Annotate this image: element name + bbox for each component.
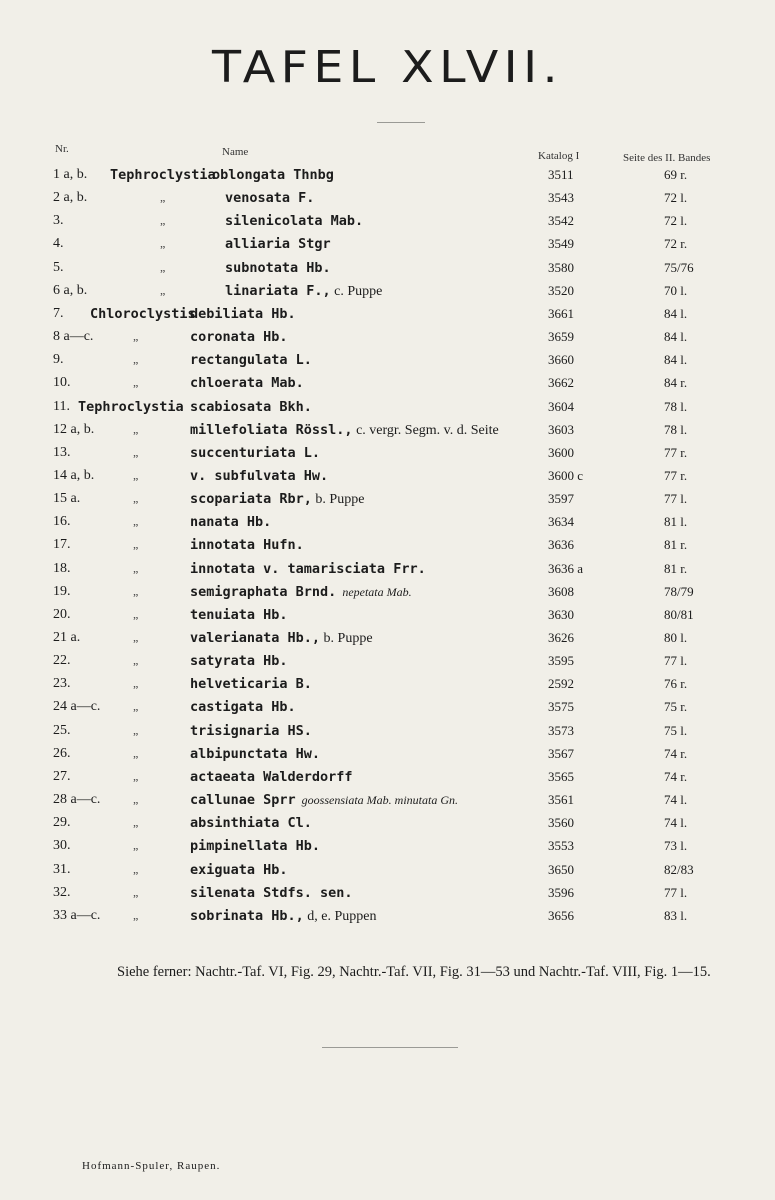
table-row: [0, 792, 775, 814]
column-header-katalog: Katalog I: [538, 150, 580, 162]
species-name: [190, 746, 320, 762]
katalog-number: 3580: [548, 259, 574, 275]
table-row: [0, 213, 775, 235]
species-label: succenturiata L.: [190, 444, 321, 461]
species-label: pimpinellata Hb.: [190, 838, 321, 855]
katalog-number: 3549: [548, 236, 574, 252]
species-label: tenuiata Hb.: [190, 606, 288, 623]
species-label: innotata v. tamarisciata Frr.: [190, 560, 426, 577]
katalog-number: 3662: [548, 375, 574, 391]
species-label: chloerata Mab.: [190, 375, 304, 392]
page-reference: 72 l.: [664, 190, 688, 206]
species-name: [190, 375, 304, 391]
species-name: [190, 329, 288, 345]
species-label: subnotata Hb.: [225, 259, 331, 276]
figure-number: 23.: [53, 676, 71, 692]
column-header-seite: Seite des II. Bandes: [623, 152, 711, 164]
ditto-mark: „: [133, 676, 139, 691]
page-reference: 84 l.: [664, 305, 688, 321]
figure-number: 7.: [53, 305, 64, 321]
page-reference: 83 l.: [664, 907, 688, 923]
species-name: [190, 699, 296, 715]
page-reference: 72 l.: [664, 213, 688, 229]
ditto-mark: „: [133, 815, 139, 830]
species-label: coronata Hb.: [190, 329, 288, 346]
figure-number: 6 a, b.: [53, 282, 88, 298]
species-label: v. subfulvata Hw.: [190, 467, 329, 484]
page-reference: 77 l.: [664, 491, 688, 507]
species-label: valerianata Hb.,: [190, 630, 321, 646]
page-reference: 81 r.: [664, 560, 688, 576]
species-name: [190, 514, 271, 530]
species-name: [190, 422, 499, 439]
table-row: [0, 167, 775, 189]
figure-number: 12 a, b.: [53, 421, 95, 437]
figure-number: 18.: [53, 560, 71, 576]
katalog-number: 3600: [548, 444, 574, 460]
figure-number: 32.: [53, 884, 71, 900]
table-row: [0, 537, 775, 559]
figure-number: 19.: [53, 583, 71, 599]
figure-number: 20.: [53, 606, 71, 622]
ditto-mark: „: [133, 792, 139, 807]
katalog-number: 3565: [548, 768, 574, 784]
ditto-mark: „: [133, 467, 139, 482]
ditto-mark: „: [133, 491, 139, 506]
katalog-number: 3630: [548, 606, 574, 622]
species-note: c. vergr. Segm. v. d. Seite: [352, 422, 499, 438]
table-row: [0, 815, 775, 837]
species-name: [225, 283, 382, 300]
page-reference: 74 r.: [664, 745, 688, 761]
ditto-mark: „: [160, 213, 166, 228]
species-label: linariata F.,: [225, 282, 331, 299]
species-label: debiliata Hb.: [190, 305, 296, 322]
species-label: millefoliata Rössl.,: [190, 421, 353, 438]
page-reference: 72 r.: [664, 236, 688, 252]
katalog-number: 3636: [548, 537, 574, 553]
katalog-number: 3603: [548, 421, 574, 437]
ditto-mark: „: [133, 583, 139, 598]
table-row: [0, 190, 775, 212]
figure-number: 26.: [53, 745, 71, 761]
table-row: [0, 283, 775, 305]
page-reference: 78 l.: [664, 398, 688, 414]
species-label: callunae Sprr: [190, 792, 296, 809]
page-reference: 74 l.: [664, 815, 688, 831]
page-reference: 74 r.: [664, 768, 688, 784]
figure-number: 14 a, b.: [53, 467, 95, 483]
table-row: [0, 329, 775, 351]
table-row: [0, 491, 775, 513]
table-row: [0, 260, 775, 282]
page-reference: 76 r.: [664, 676, 688, 692]
species-label: sobrinata Hb.,: [190, 907, 304, 924]
ditto-mark: „: [133, 861, 139, 876]
ditto-mark: „: [133, 514, 139, 529]
species-name: [190, 561, 426, 577]
katalog-number: 3560: [548, 815, 574, 831]
ditto-mark: „: [133, 444, 139, 459]
species-label: actaeata Walderdorff: [190, 768, 353, 785]
figure-number: 27.: [53, 768, 71, 784]
katalog-number: 3604: [548, 398, 574, 414]
figure-number: 3.: [53, 213, 64, 229]
page-reference: 84 r.: [664, 375, 688, 391]
katalog-number: 3660: [548, 352, 574, 368]
species-label: silenicolata Mab.: [225, 213, 364, 230]
table-row: [0, 352, 775, 374]
species-name: [190, 769, 353, 785]
species-note: d, e. Puppen: [303, 908, 377, 924]
table-row: [0, 769, 775, 791]
species-name: [190, 908, 377, 925]
species-name: [190, 723, 312, 739]
species-label: nanata Hb.: [190, 514, 272, 531]
species-label: castigata Hb.: [190, 699, 296, 716]
figure-number: 21 a.: [53, 630, 81, 645]
title-divider: [377, 122, 425, 123]
species-label: alliaria Stgr: [225, 236, 331, 253]
katalog-number: 3520: [548, 282, 574, 298]
table-row: [0, 399, 775, 421]
species-name: [190, 885, 353, 901]
species-name: [190, 792, 458, 808]
species-name: [225, 190, 314, 206]
species-name: [190, 352, 312, 368]
katalog-number: 3636 a: [548, 560, 584, 576]
ditto-mark: „: [133, 884, 139, 899]
species-name: [190, 838, 320, 854]
katalog-number: 3626: [548, 630, 574, 645]
footer-divider: [322, 1047, 458, 1048]
page-reference: 84 l.: [664, 352, 688, 368]
species-name: [190, 676, 312, 692]
page-title: TAFEL XLVII.: [211, 42, 564, 93]
figure-number: 31.: [53, 861, 71, 877]
figure-number: 8 a—c.: [53, 329, 94, 345]
figure-number: 16.: [53, 514, 71, 530]
ditto-mark: „: [160, 259, 166, 274]
ditto-mark: „: [160, 236, 166, 251]
page-reference: 74 l.: [664, 792, 688, 808]
ditto-mark: „: [133, 907, 139, 922]
column-header-nr: Nr.: [55, 143, 69, 155]
page-reference: 77 r.: [664, 467, 688, 483]
table-row: [0, 630, 775, 652]
table-row: [0, 908, 775, 930]
katalog-number: 3650: [548, 861, 574, 877]
species-name: [190, 607, 288, 623]
species-label: satyrata Hb.: [190, 653, 288, 670]
ditto-mark: „: [133, 745, 139, 760]
ditto-mark: „: [133, 375, 139, 390]
page-reference: 75/76: [664, 259, 694, 275]
ditto-mark: „: [133, 838, 139, 853]
species-name: [190, 862, 288, 878]
table-row: [0, 885, 775, 907]
species-label: silenata Stdfs. sen.: [190, 884, 353, 901]
species-name: [190, 537, 304, 553]
ditto-mark: „: [133, 329, 139, 344]
table-row: [0, 236, 775, 258]
ditto-mark: „: [133, 722, 139, 737]
figure-number: 30.: [53, 838, 71, 854]
ditto-mark: „: [133, 699, 139, 714]
page-reference: 69 r.: [664, 167, 688, 182]
table-row: [0, 584, 775, 606]
figure-number: 4.: [53, 236, 64, 252]
figure-number: 13.: [53, 444, 71, 460]
page-reference: 84 l.: [664, 329, 688, 345]
katalog-number: 3542: [548, 213, 574, 229]
katalog-number: 3656: [548, 907, 574, 923]
table-row: [0, 375, 775, 397]
page-reference: 78 l.: [664, 421, 688, 437]
table-row: [0, 561, 775, 583]
ditto-mark: „: [160, 282, 166, 297]
species-name: [225, 260, 331, 276]
footnote: Siehe ferner: Nachtr.-Taf. VI, Fig. 29, Nachtr.-Taf. VII, Fig. 31—53 und Nachtr.-Taf. VIII, Fig. 1—15.: [117, 964, 711, 980]
species-label: absinthiata Cl.: [190, 815, 312, 832]
genus-name: Chloroclystis: [90, 305, 196, 322]
katalog-number: 3659: [548, 329, 574, 345]
table-row: [0, 468, 775, 490]
species-label: rectangulata L.: [190, 352, 312, 369]
katalog-number: 3597: [548, 491, 574, 507]
table-row: [0, 653, 775, 675]
publisher-line: Hofmann-Spuler, Raupen.: [82, 1160, 221, 1172]
species-name: [190, 491, 364, 508]
page-reference: 77 l.: [664, 884, 688, 900]
katalog-number: 3634: [548, 514, 574, 530]
ditto-mark: „: [133, 560, 139, 575]
figure-number: 15 a.: [53, 491, 81, 507]
species-label: scopariata Rbr,: [190, 491, 312, 508]
species-label: semigraphata Brnd.: [190, 583, 337, 600]
species-name: [212, 167, 334, 183]
katalog-number: 3600 c: [548, 467, 584, 483]
species-note: b. Puppe: [311, 492, 365, 508]
species-note: c. Puppe: [330, 283, 383, 299]
katalog-number: 3567: [548, 745, 574, 761]
genus-name: Tephroclystia: [110, 167, 216, 183]
katalog-number: 3596: [548, 884, 574, 900]
page-reference: 75 r.: [664, 699, 688, 715]
figure-number: 22.: [53, 653, 71, 669]
katalog-number: 3573: [548, 722, 574, 738]
page-reference: 73 l.: [664, 838, 688, 854]
species-name: [190, 815, 312, 831]
figure-number: 9.: [53, 352, 64, 368]
species-label: trisignaria HS.: [190, 722, 312, 739]
katalog-number: 2592: [548, 676, 574, 692]
figure-number: 28 a—c.: [53, 792, 101, 808]
katalog-number: 3561: [548, 792, 574, 808]
page-reference: 78/79: [664, 583, 694, 599]
figure-number: 11.: [53, 398, 70, 414]
ditto-mark: „: [133, 653, 139, 668]
katalog-number: 3608: [548, 583, 574, 599]
species-label: helveticaria B.: [190, 676, 312, 693]
species-label: albipunctata Hw.: [190, 745, 321, 762]
genus-name: Tephroclystia: [78, 398, 184, 415]
page-reference: 77 r.: [664, 444, 688, 460]
katalog-number: 3543: [548, 190, 574, 206]
species-label: innotata Hufn.: [190, 537, 304, 554]
table-row: [0, 306, 775, 328]
ditto-mark: „: [133, 630, 139, 644]
ditto-mark: „: [133, 768, 139, 783]
table-row: [0, 862, 775, 884]
page-reference: 81 r.: [664, 537, 688, 553]
page-reference: 80 l.: [664, 630, 688, 645]
katalog-number: 3511: [548, 167, 574, 182]
synonym-note: goossensiata Mab. minutata Gn.: [301, 793, 459, 808]
figure-number: 2 a, b.: [53, 190, 88, 206]
table-row: [0, 445, 775, 467]
ditto-mark: „: [160, 190, 166, 205]
species-name: [190, 630, 373, 647]
synonym-note: nepetata Mab.: [342, 584, 412, 599]
figure-number: 17.: [53, 537, 71, 553]
figure-number: 25.: [53, 722, 71, 738]
table-row: [0, 676, 775, 698]
figure-number: 33 a—c.: [53, 907, 101, 923]
figure-number: 10.: [53, 375, 71, 391]
page-reference: 77 l.: [664, 653, 688, 669]
table-row: [0, 514, 775, 536]
species-label: exiguata Hb.: [190, 861, 288, 878]
table-row: [0, 838, 775, 860]
page-reference: 70 l.: [664, 282, 688, 298]
table-row: [0, 699, 775, 721]
figure-number: 1 a, b.: [53, 167, 88, 182]
katalog-number: 3595: [548, 653, 574, 669]
katalog-number: 3575: [548, 699, 574, 715]
page-reference: 75 l.: [664, 722, 688, 738]
katalog-number: 3661: [548, 305, 574, 321]
species-name: [190, 445, 320, 461]
species-name: [190, 306, 296, 322]
table-row: [0, 746, 775, 768]
ditto-mark: „: [133, 421, 139, 436]
species-label: scabiosata Bkh.: [190, 398, 312, 415]
table-row: [0, 422, 775, 444]
figure-number: 24 a—c.: [53, 699, 101, 715]
species-name: [225, 236, 331, 252]
table-row: [0, 607, 775, 629]
species-name: [190, 653, 288, 669]
figure-number: 29.: [53, 815, 71, 831]
species-name: [190, 399, 312, 415]
species-label: oblongata Thnbg: [212, 167, 334, 183]
column-header-name: Name: [222, 146, 249, 158]
page-reference: 82/83: [664, 861, 694, 877]
species-label: venosata F.: [225, 190, 315, 207]
species-name: [190, 468, 328, 484]
species-name: [225, 213, 363, 229]
table-row: [0, 723, 775, 745]
species-name: [190, 584, 412, 600]
ditto-mark: „: [133, 606, 139, 621]
page-reference: 80/81: [664, 606, 694, 622]
ditto-mark: „: [133, 537, 139, 552]
page-reference: 81 l.: [664, 514, 688, 530]
katalog-number: 3553: [548, 838, 574, 854]
species-note: b. Puppe: [320, 631, 373, 646]
ditto-mark: „: [133, 352, 139, 367]
figure-number: 5.: [53, 259, 64, 275]
